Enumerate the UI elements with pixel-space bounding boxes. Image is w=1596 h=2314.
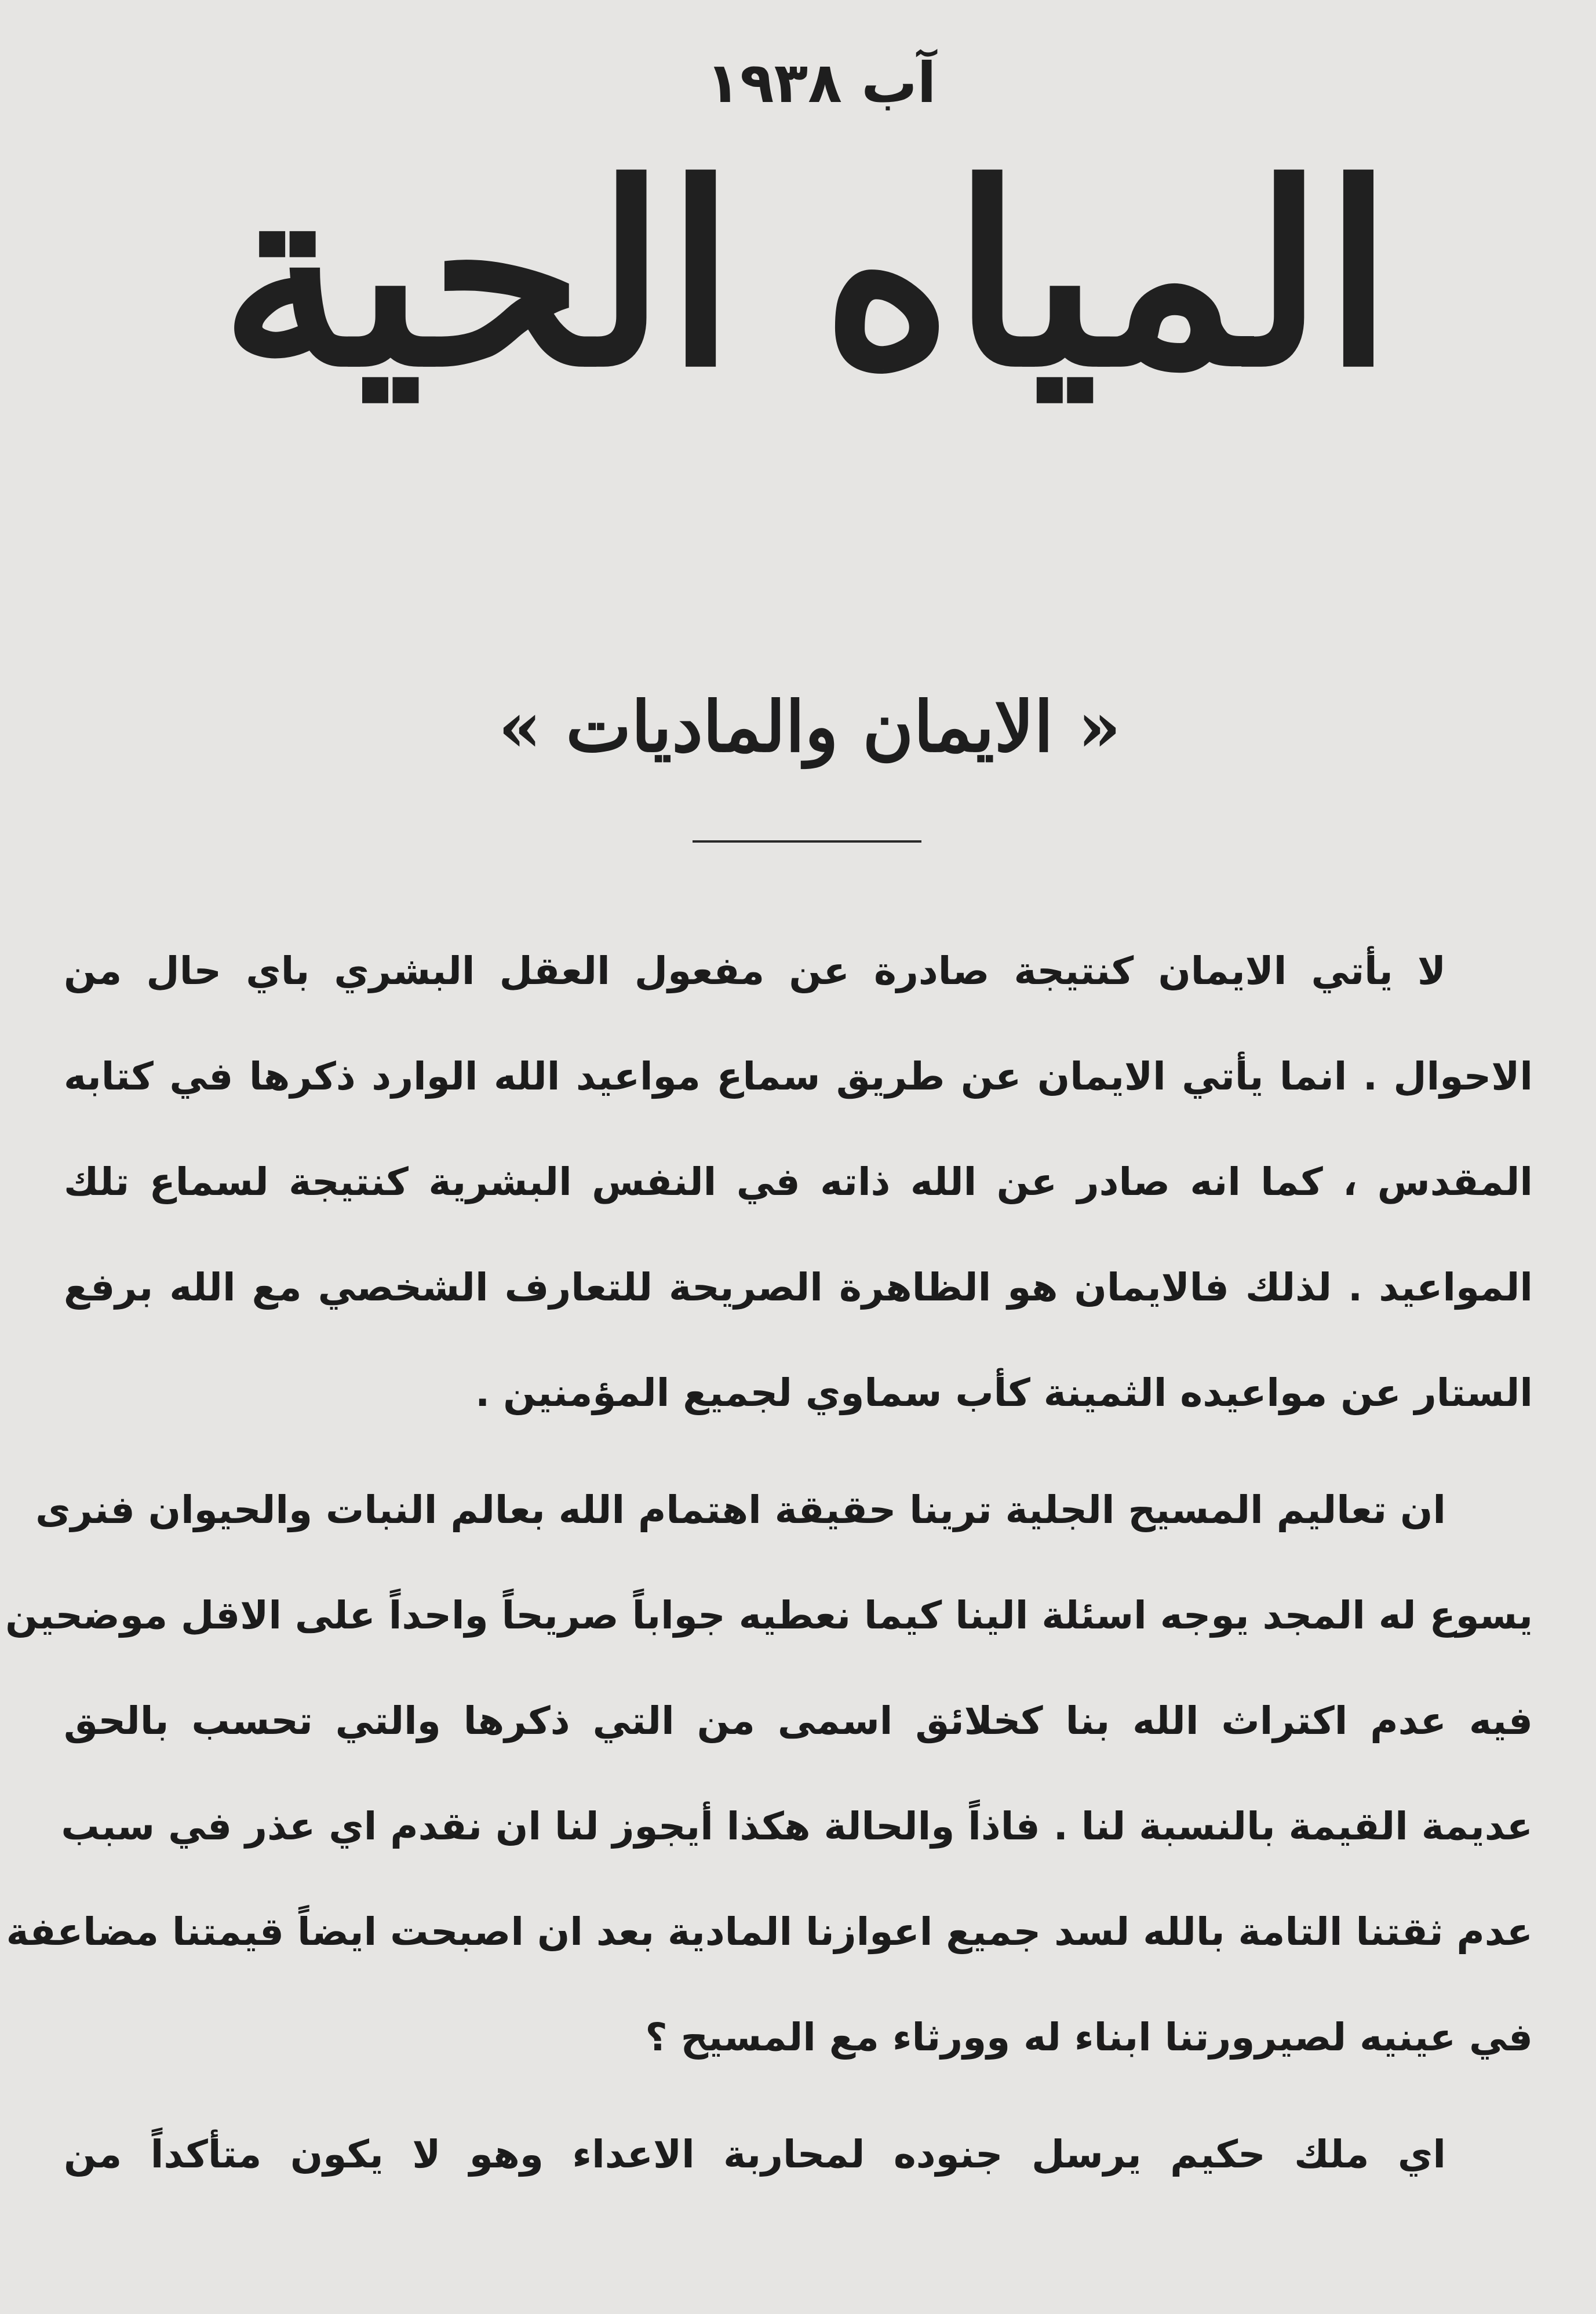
text-line: في عينيه لصيرورتنا ابناء له وورثاء مع المسيح ؟ [645, 2015, 1533, 2060]
title-divider [693, 840, 921, 843]
text-line: اي ملك حكيم يرسل جنوده لمحاربة الاعداء وهو لا يكون متأكداً من [64, 2132, 1446, 2177]
text-line: الستار عن مواعيده الثمينة كأب سماوي لجميع المؤمنين . [475, 1371, 1533, 1415]
text-line: عدم ثقتنا التامة بالله لسد جميع اعوازنا المادية بعد ان اصبحت ايضاً قيمتنا مضاعفة [6, 1909, 1533, 1954]
paragraph-3 [64, 2102, 1533, 2207]
text-line: المواعيد . لذلك فالايمان هو الظاهرة الصريحة للتعارف الشخصي مع الله برفع [64, 1265, 1533, 1310]
masthead-title: المياه الحية [220, 129, 1393, 422]
article-body [5, 919, 1533, 2207]
article-title: « الايمان والماديات » [498, 686, 1121, 768]
text-line: الاحوال . انما يأتي الايمان عن طريق سماع مواعيد الله الوارد ذكرها في كتابه [64, 1054, 1533, 1099]
text-line: يسوع له المجد يوجه اسئلة الينا كيما نعطيه جواباً صريحاً واحداً على الاقل موضحين [5, 1593, 1533, 1638]
text-line: فيه عدم اكتراث الله بنا كخلائق اسمى من التي ذكرها والتي تحسب بالحق [64, 1699, 1533, 1743]
text-line: لا يأتي الايمان كنتيجة صادرة عن مفعول العقل البشري باي حال من [64, 949, 1446, 993]
issue-date: آب ١٩٣٨ [706, 50, 937, 115]
text-line: المقدس ، كما انه صادر عن الله ذاته في النفس البشرية كنتيجة لسماع تلك [64, 1160, 1533, 1204]
paragraph-1 [64, 919, 1533, 1446]
text-line: ان تعاليم المسيح الجلية ترينا حقيقة اهتمام الله بعالم النبات والحيوان فنرى [35, 1488, 1446, 1532]
paragraph-2 [5, 1457, 1533, 2090]
text-line: عديمة القيمة بالنسبة لنا . فاذاً والحالة هكذا أيجوز لنا ان نقدم اي عذر في سبب [61, 1804, 1533, 1849]
